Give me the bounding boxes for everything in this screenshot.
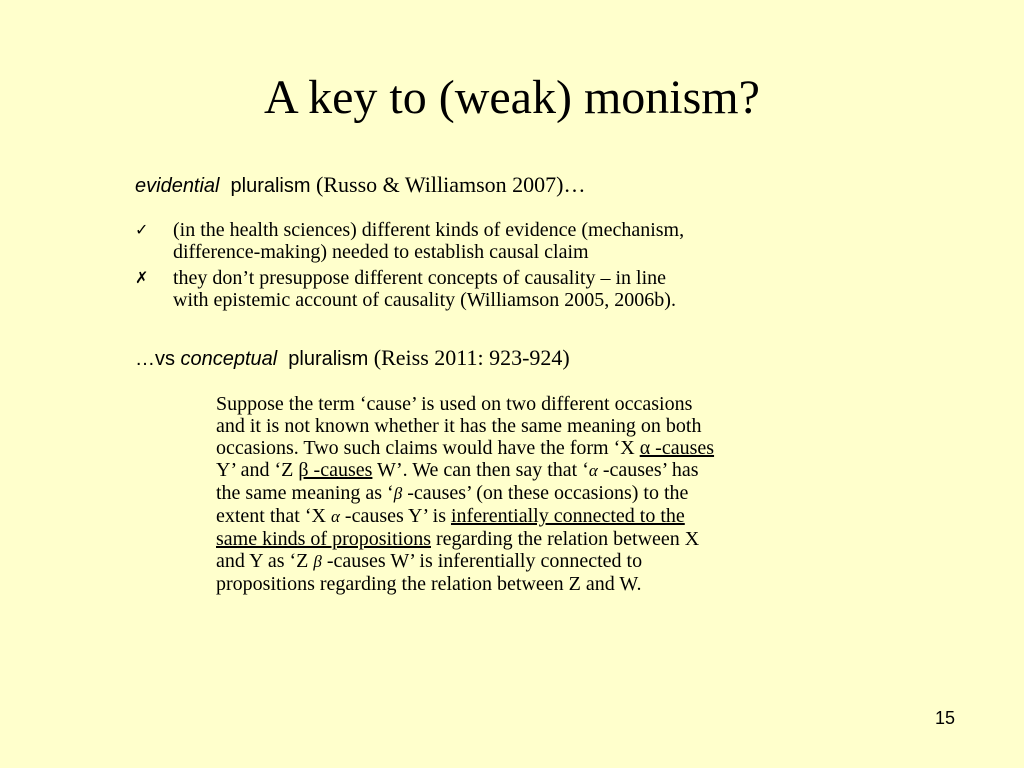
quote-text: -causes’ has (597, 459, 699, 481)
bullet-line: (in the health sciences) different kinds of evidence (mechanism, (173, 219, 685, 241)
quote-underlined: inferentially connected to the (450, 505, 685, 527)
quote-line (216, 550, 866, 573)
quote-line (216, 459, 866, 482)
checkmark-icon: ✓ (135, 220, 149, 239)
bullet-line: difference-making) needed to establish causal claim (173, 241, 589, 263)
quote-line: and it is not known whether it has the same meaning on both (216, 415, 702, 437)
quote-text: extent that ‘X (216, 505, 331, 527)
greek-symbol: β (313, 552, 322, 571)
quote-line: propositions regarding the relation between Z and W. (216, 573, 642, 595)
bullet-text (173, 219, 684, 263)
cross-icon: ✗ (135, 268, 149, 287)
bullet-text (173, 267, 676, 311)
heading-term: evidential (135, 175, 220, 197)
quote-text: occasions. Two such claims would have the form ‘X (216, 437, 640, 459)
quote-text: -causes W’ is inferentially connected to (321, 550, 643, 572)
quote-text: -causes’ (on these occasions) to the (402, 482, 689, 504)
list-item (133, 219, 853, 263)
quote-line (216, 505, 866, 528)
bullet-line: with epistemic account of causality (Williamson 2005, 2006b). (173, 289, 676, 311)
quote-text: Y’ and ‘Z (216, 459, 299, 481)
list-item (133, 267, 853, 311)
quote-text: and Y as ‘Z (216, 550, 314, 572)
quote-line: Suppose the term ‘cause’ is used on two different occasions (216, 393, 693, 415)
quote-line (216, 528, 866, 550)
heading-citation: (Russo & Williamson 2007)… (316, 172, 586, 197)
page-number: 15 (935, 708, 956, 728)
heading-prefix: …vs (135, 348, 175, 370)
quote-text: regarding the relation between X (431, 528, 700, 550)
quote-text: W’. We can then say that ‘ (372, 459, 589, 481)
quote-text: the same meaning as ‘ (216, 482, 394, 504)
greek-symbol: β (393, 484, 403, 503)
heading-citation: (Reiss 2011: 923-924) (373, 345, 570, 370)
greek-symbol: α (330, 507, 340, 526)
bullet-line: they don’t presuppose different concepts of causality – in line (173, 267, 667, 289)
bullet-list (133, 219, 853, 315)
quote-line (216, 482, 866, 505)
quote-underlined: α -causes (639, 437, 715, 459)
reiss-quote (216, 393, 866, 595)
conceptual-pluralism-heading (135, 345, 570, 372)
heading-term: conceptual (180, 348, 278, 370)
heading-word: pluralism (230, 175, 311, 197)
heading-word: pluralism (288, 348, 369, 370)
greek-symbol: α (588, 461, 598, 480)
quote-underlined: same kinds of propositions (216, 528, 431, 550)
slide-title: A key to (weak) monism? (264, 71, 760, 124)
quote-text: -causes Y’ is (339, 505, 451, 527)
quote-line (216, 437, 866, 459)
quote-underlined: β -causes (298, 459, 373, 481)
evidential-pluralism-heading (135, 172, 585, 199)
